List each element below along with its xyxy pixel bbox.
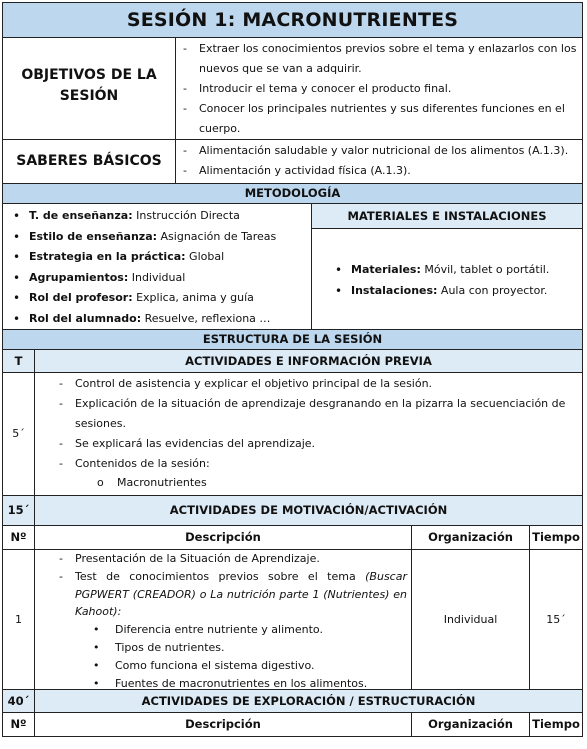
- estructura-header: [2, 329, 583, 350]
- exploracion-label: ACTIVIDADES DE EXPLORACIÓN / ESTRUCTURACIÓN: [141, 694, 476, 708]
- saber-item: - Alimentación y actividad física (A.1.3).: [179, 161, 579, 181]
- saberes-label: SABERES BÁSICOS: [16, 153, 162, 169]
- previa-t-label: T: [14, 354, 23, 368]
- objetivo-item: - Introducir el tema y conocer el producto final.: [179, 79, 579, 99]
- session-title: SESIÓN 1: MACRONUTRIENTES: [2, 2, 583, 38]
- motivacion-org: Individual: [443, 613, 498, 626]
- materiales-item: • Instalaciones: Aula con proyector.: [325, 281, 580, 302]
- motivacion-time: 15´: [7, 503, 30, 517]
- materiales-item: • Materiales: Móvil, tablet o portátil.: [325, 260, 580, 281]
- col-organizacion: Organización: [428, 717, 513, 731]
- col-descripcion: Descripción: [185, 717, 261, 731]
- session-sheet: [2, 2, 585, 742]
- previa-item: - Contenidos de la sesión:: [55, 454, 575, 474]
- materiales-list: [325, 260, 580, 301]
- motivacion-label: ACTIVIDADES DE MOTIVACIÓN/ACTIVACIÓN: [169, 503, 448, 517]
- previa-item: - Control de asistencia y explicar el objetivo principal de la sesión.: [55, 374, 575, 394]
- motivacion-subitem: • Diferencia entre nutriente y alimento.: [55, 621, 407, 639]
- exploracion-col-headers: [2, 712, 583, 737]
- motivacion-header: [2, 495, 583, 526]
- metodologia-item: • Agrupamientos: Individual: [3, 268, 309, 289]
- motivacion-row: [2, 549, 583, 690]
- metodologia-label: METODOLOGÍA: [244, 186, 341, 200]
- objetivo-item: - Conocer los principales nutrientes y sus diferentes funciones en el cuerpo.: [179, 99, 579, 139]
- previa-subitem: o Macronutrientes: [55, 474, 575, 492]
- metodologia-item: • Estrategia en la práctica: Global: [3, 247, 309, 268]
- objetivos-label: OBJETIVOS DE LA SESIÓN: [21, 67, 157, 104]
- metodologia-row: [2, 203, 583, 330]
- exploracion-time: 40´: [7, 694, 30, 708]
- col-num: Nº: [10, 530, 27, 544]
- col-num: Nº: [10, 717, 27, 731]
- estructura-label: ESTRUCTURA DE LA SESIÓN: [202, 332, 383, 346]
- metodologia-item: • Estilo de enseñanza: Asignación de Tareas: [3, 227, 309, 248]
- metodologia-list: [3, 206, 309, 329]
- col-tiempo: Tiempo: [532, 530, 580, 544]
- motivacion-num: 1: [15, 613, 22, 626]
- metodologia-item: • Rol del profesor: Explica, anima y guía: [3, 288, 309, 309]
- col-descripcion: Descripción: [185, 530, 261, 544]
- objetivos-list: [179, 39, 579, 139]
- motivacion-col-headers: [2, 525, 583, 550]
- previa-label: ACTIVIDADES E INFORMACIÓN PREVIA: [185, 354, 432, 368]
- col-tiempo: Tiempo: [532, 717, 580, 731]
- motivacion-subitem: • Fuentes de macronutrientes en los alimentos.: [55, 675, 407, 693]
- previa-header: [2, 349, 583, 373]
- saberes-list: [179, 141, 579, 181]
- motivacion-tiempo: 15´: [546, 613, 566, 626]
- motivacion-item: - Test de conocimientos previos sobre el tema (Buscar PGPWERT (CREADOR) o La nutrición parte 1 (Nutrientes) en Kahoot):: [55, 568, 407, 621]
- motivacion-subitem: • Tipos de nutrientes.: [55, 639, 407, 657]
- saberes-row: [2, 139, 583, 184]
- motivacion-subitem: • Como funciona el sistema digestivo.: [55, 657, 407, 675]
- metodologia-item: • T. de enseñanza: Instrucción Directa: [3, 206, 309, 227]
- saber-item: - Alimentación saludable y valor nutricional de los alimentos (A.1.3).: [179, 141, 579, 161]
- materiales-label: MATERIALES E INSTALACIONES: [312, 204, 582, 229]
- exploracion-header: [2, 689, 583, 713]
- previa-row: [2, 372, 583, 496]
- previa-item: - Explicación de la situación de aprendizaje desgranando en la pizarra la secuenciación de sesiones.: [55, 394, 575, 434]
- previa-item: - Se explicará las evidencias del aprendizaje.: [55, 434, 575, 454]
- previa-list: [55, 374, 575, 492]
- metodologia-item: • Rol del alumnado: Resuelve, reflexiona …: [3, 309, 309, 330]
- col-organizacion: Organización: [428, 530, 513, 544]
- motivacion-item: - Presentación de la Situación de Aprendizaje.: [55, 550, 407, 568]
- metodologia-header: [2, 183, 583, 204]
- previa-time: 5´: [12, 427, 25, 440]
- objetivo-item: - Extraer los conocimientos previos sobre el tema y enlazarlos con los nuevos que se van a adquirir.: [179, 39, 579, 79]
- motivacion-desc: [55, 550, 407, 693]
- objetivos-row: [2, 37, 583, 140]
